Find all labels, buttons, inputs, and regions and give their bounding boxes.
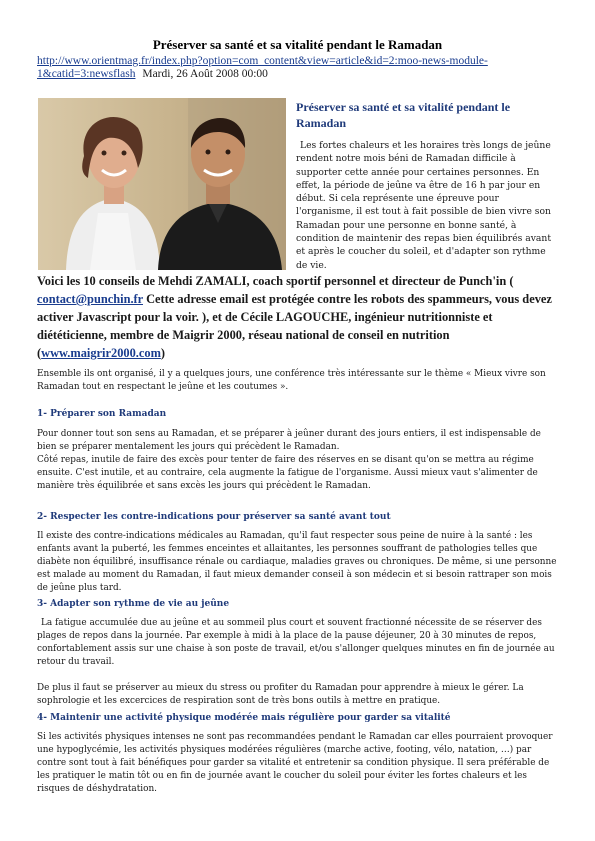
section-4-title: 4- Maintenir une activité physique modérée mais régulière pour garder sa vitalité bbox=[37, 713, 451, 723]
experts-text-3: ) bbox=[160, 346, 166, 360]
portrait-illustration bbox=[38, 98, 286, 270]
email-link[interactable]: contact@punchin.fr bbox=[37, 292, 143, 306]
ensemble-text: Ensemble ils ont organisé, il y a quelques jours, une conférence très intéressante sur le thème « Mieux vivre son Ramadan tout en respectant le jeûne et les coutumes ». bbox=[37, 369, 546, 392]
article-intro bbox=[296, 139, 558, 272]
section-2-paragraph-1: Il existe des contre-indications médicales au Ramadan, qu'il faut respecter sous peine de nuire à la santé : les enfants avant la puberté, les femmes enceintes et allaitantes, les personnes souffrant de pathologies telles que diabète non équilibré, insuffisance rénale ou cardiaque, maladies graves ou chroniques. De même, si une personne est malade au moment du Ramadan, il faut mieux demander conseil à son médecin et si besoin rattraper son mois de jeûne plus tard. bbox=[37, 531, 557, 593]
section-1-paragraph-1: Pour donner tout son sens au Ramadan, et se préparer à jeûner durant des jours entiers, il est indispensable de bien se préparer mentalement les jours qui précèdent le Ramadan. bbox=[37, 429, 541, 452]
article-photo bbox=[38, 98, 286, 270]
experts-paragraph bbox=[37, 272, 559, 362]
ensemble-paragraph bbox=[37, 368, 562, 394]
section-3-body bbox=[37, 617, 562, 708]
experts-text-2: Cette adresse email est protégée contre les robots des spammeurs, vous devez activer Javascript pour la voir. ), et de Cécile LAGOUCHE, ingénieur nutritionniste et diététicienne, membre de Maigrir 2000, réseau national de conseil en nutrition ( bbox=[37, 292, 552, 360]
section-4-body bbox=[37, 731, 562, 796]
article-heading: Préserver sa santé et sa vitalité pendant le Ramadan bbox=[296, 100, 511, 130]
article-meta bbox=[37, 55, 557, 81]
publication-date: Mardi, 26 Août 2008 00:00 bbox=[142, 68, 268, 80]
section-1-paragraph-2: Côté repas, inutile de faire des excès pour tenter de faire des réserves en se disant qu'on se mettra au régime ensuite. C'est inutile, et au contraire, cela augmente la fatigue de l'organisme. Aussi mieux vaut s'alimenter de manière très équilibrée et sans excès les jours qui précèdent le Ramadan. bbox=[37, 455, 538, 491]
section-1-title: 1- Préparer son Ramadan bbox=[37, 409, 167, 419]
intro-paragraph: Les fortes chaleurs et les horaires très longs de jeûne rendent notre mois béni de Ramadan difficile à supporter cette année pour certaines personnes. En effet, la période de jeûne va être de 16 h par jour en début. Si cela représente une épreuve pour l'organisme, il est tout à fait possible de bien vivre son Ramadan pour une personne en bonne santé, à condition de maintenir des repas bien équilibrés avant et après le coucher du soleil, et d'adapter son rythme de vie. bbox=[296, 140, 552, 271]
section-4-paragraph-1: Si les activités physiques intenses ne sont pas recommandées pendant le Ramadan car elles pourraient provoquer une hypoglycémie, les activités physiques modérées régulières (marche active, footing, vélo, natation, …) par contre sont tout à fait bénéfiques pour garder sa vitalité et entretenir sa condition physique. Il sera préférable de les pratiquer le matin tôt ou en fin de journée avant le coucher du soleil pour éviter les fortes chaleurs et les risques de déshydratation. bbox=[37, 732, 553, 794]
experts-text-1: Voici les 10 conseils de Mehdi ZAMALI, coach sportif personnel et directeur de Punch'in ( bbox=[37, 274, 514, 288]
section-2-body bbox=[37, 530, 562, 595]
section-3-paragraph-1: La fatigue accumulée due au jeûne et au sommeil plus court et souvent fractionné nécessite de se réserver des plages de repos dans la journée. Par exemple à midi à la place de la pause déjeuner, 20 à 30 minutes de repos, confortablement assis sur une chaise à son poste de travail, et/ou s'allonger quelques minutes en fin de journée au retour du travail. bbox=[37, 618, 555, 667]
section-3-paragraph-2: De plus il faut se préserver au mieux du stress ou profiter du Ramadan pour apprendre à mieux le gérer. La sophrologie et les excercices de respiration sont de très bons outils à mettre en pratique. bbox=[37, 683, 524, 706]
website-link[interactable]: www.maigrir2000.com bbox=[41, 346, 161, 360]
page-title: Préserver sa santé et sa vitalité pendant le Ramadan bbox=[152, 37, 443, 52]
source-link[interactable]: http://www.orientmag.fr/index.php?option=com_content&view=article&id=2:moo-news-module-1&catid=3:newsflash bbox=[37, 55, 488, 80]
section-2-title: 2- Respecter les contre-indications pour préserver sa santé avant tout bbox=[37, 512, 391, 522]
section-3-title: 3- Adapter son rythme de vie au jeûne bbox=[37, 599, 230, 609]
section-1-body bbox=[37, 428, 562, 493]
